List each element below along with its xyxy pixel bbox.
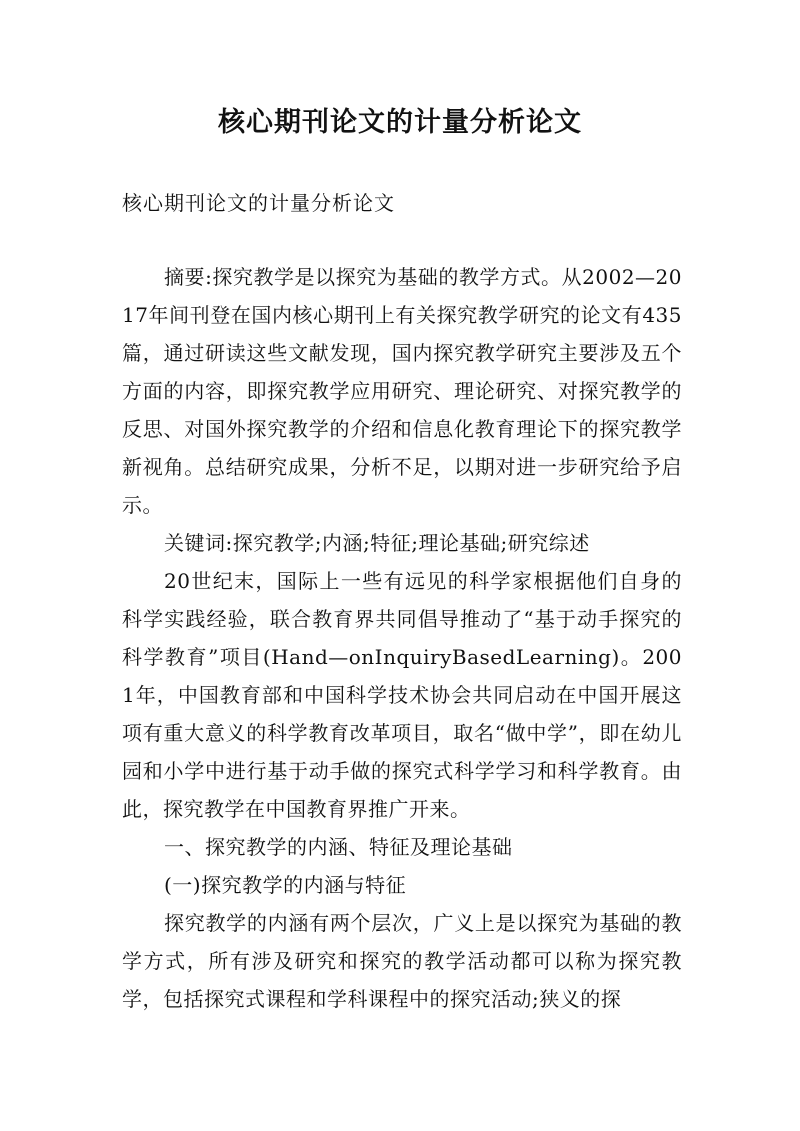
keywords-paragraph: 关键词:探究教学;内涵;特征;理论基础;研究综述 xyxy=(164,531,590,555)
document-title: 核心期刊论文的计量分析论文 xyxy=(218,107,582,138)
abstract-paragraph: 摘要:探究教学是以探究为基础的教学方式。从2002—2017年间刊登在国内核心期刊上有关探究教学研究的论文有435篇，通过研读这些文献发现，国内探究教学研究主要涉及五个方面的内容，即探究教学应用研究、理论研究、对探究教学的反思、对国外探究教学的介绍和信息化教育理论下的探究教学新视角。总结研究成果，分析不足，以期对进一步研究给予启示。 xyxy=(122,265,682,517)
body-paragraph: 探究教学的内涵有两个层次，广义上是以探究为基础的教学方式，所有涉及研究和探究的教学活动都可以称为探究教学，包括探究式课程和学科课程中的探究活动;狭义的探 xyxy=(122,911,682,1011)
intro-paragraph: 20世纪末，国际上一些有远见的科学家根据他们自身的科学实践经验，联合教育界共同倡导推动了“基于动手探究的科学教育”项目(Hand—onInquiryBasedLearning)。2001年，中国教育部和中国科学技术协会共同启动在中国开展这项有重大意义的科学教育改革项目，取名“做中学”，即在幼儿园和小学中进行基于动手做的探究式科学学习和科学教育。由此，探究教学在中国教育界推广开来。 xyxy=(122,569,682,821)
subsection-heading: (一)探究教学的内涵与特征 xyxy=(164,873,407,897)
section-heading: 一、探究教学的内涵、特征及理论基础 xyxy=(164,835,513,859)
document-body xyxy=(122,258,682,1018)
document-subtitle: 核心期刊论文的计量分析论文 xyxy=(122,191,395,215)
